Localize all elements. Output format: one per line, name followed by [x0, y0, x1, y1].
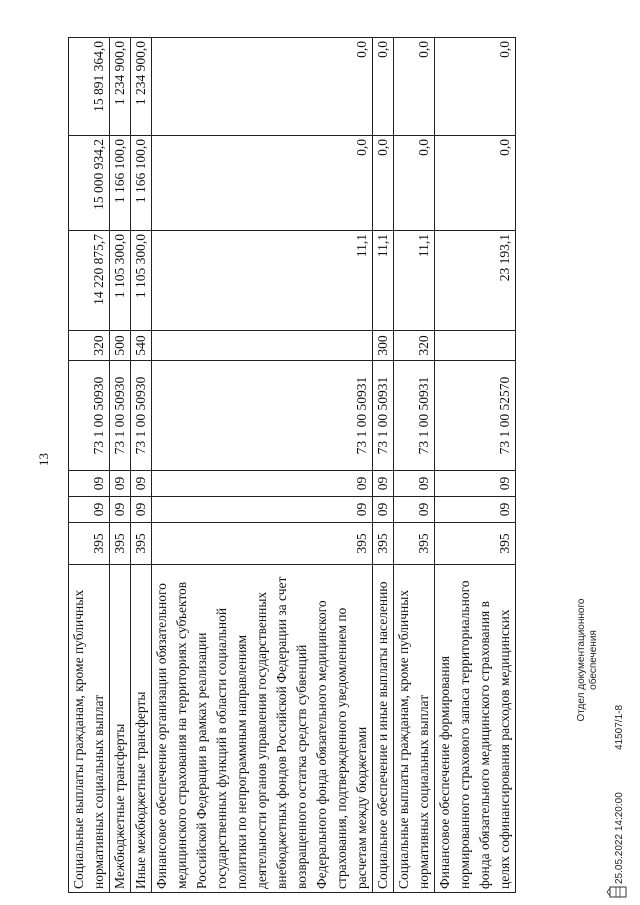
row-name: Финансовое обеспечение организации обязательного медицинского страхования на территориях субъектов Российской Федерации в рамках реализации государственных функций в области социальной политики по непрограммным направлениям деятельности органов управления государственных внебюджетных фондов Российской Федерации за счет возвращенного остатка средств субвенций Федерального фонда обязательного медицинского страхования, подтвержденного уведомлением по расчетам между бюджетами: [152, 565, 373, 893]
row-name: Иные межбюджетные трансферты: [131, 565, 152, 893]
footer-code: 41507/1-8: [614, 704, 625, 750]
target-article: 73 1 00 50931: [152, 361, 373, 471]
amount-2022: 11,1: [373, 231, 394, 331]
ministry-code: 395: [69, 523, 110, 565]
expense-type: [152, 331, 373, 361]
expense-type: 320: [69, 331, 110, 361]
row-name: Межбюджетные трансферты: [110, 565, 131, 893]
target-article: 73 1 00 50931: [373, 361, 394, 471]
amount-2022: 1 105 300,0: [110, 231, 131, 331]
target-article: 73 1 00 50930: [110, 361, 131, 471]
amount-2023: 0,0: [373, 136, 394, 231]
section-code: 09: [435, 497, 516, 523]
subsection-code: 09: [435, 471, 516, 497]
target-article: 73 1 00 50930: [69, 361, 110, 471]
amount-2022: 1 105 300,0: [131, 231, 152, 331]
section-code: 09: [152, 497, 373, 523]
section-code: 09: [131, 497, 152, 523]
expense-type: 300: [373, 331, 394, 361]
amount-2023: 0,0: [435, 136, 516, 231]
row-name: Социальные выплаты гражданам, кроме публичных нормативных социальных выплат: [69, 565, 110, 893]
ministry-code: 395: [373, 523, 394, 565]
row-name: Социальное обеспечение и иные выплаты населению: [373, 565, 394, 893]
section-code: 09: [373, 497, 394, 523]
ministry-code: 395: [110, 523, 131, 565]
budget-table-container: [68, 38, 640, 893]
expense-type: [435, 331, 516, 361]
amount-2022: 11,1: [152, 231, 373, 331]
expense-type: 320: [394, 331, 435, 361]
ministry-code: 395: [131, 523, 152, 565]
row-name: Социальные выплаты гражданам, кроме публичных нормативных социальных выплат: [394, 565, 435, 893]
section-code: 09: [110, 497, 131, 523]
ministry-code: 395: [152, 523, 373, 565]
amount-2023: 1 166 100,0: [110, 136, 131, 231]
table-row: [373, 38, 394, 893]
table-row: [435, 38, 516, 893]
amount-2022: 23 193,1: [435, 231, 516, 331]
amount-2022: 14 220 875,7: [69, 231, 110, 331]
amount-2022: 11,1: [394, 231, 435, 331]
seal-icon: [606, 884, 630, 900]
section-code: 09: [394, 497, 435, 523]
subsection-code: 09: [373, 471, 394, 497]
expense-type: 540: [131, 331, 152, 361]
amount-2023: 15 000 934,2: [69, 136, 110, 231]
ministry-code: 395: [394, 523, 435, 565]
table-row: [131, 38, 152, 893]
ministry-code: 395: [435, 523, 516, 565]
target-article: 73 1 00 52570: [435, 361, 516, 471]
amount-2023: 1 166 100,0: [131, 136, 152, 231]
row-name: Финансовое обеспечение формирования нормированного страхового запаса территориального фонда обязательного медицинского страхования в целях софинансирования расходов медицинских: [435, 565, 516, 893]
table-row: [394, 38, 435, 893]
amount-2024: 1 234 900,0: [131, 38, 152, 136]
amount-2024: 0,0: [394, 38, 435, 136]
footer-date: 25.05.2022 14:20:00: [614, 792, 625, 884]
target-article: 73 1 00 50930: [131, 361, 152, 471]
amount-2023: 0,0: [152, 136, 373, 231]
expense-type: 500: [110, 331, 131, 361]
footer-department: Отдел документационного обеспечения: [576, 598, 599, 722]
subsection-code: 09: [69, 471, 110, 497]
subsection-code: 09: [110, 471, 131, 497]
amount-2024: 15 891 364,0: [69, 38, 110, 136]
section-code: 09: [69, 497, 110, 523]
amount-2024: 0,0: [152, 38, 373, 136]
subsection-code: 09: [152, 471, 373, 497]
amount-2023: 0,0: [394, 136, 435, 231]
target-article: 73 1 00 50931: [394, 361, 435, 471]
amount-2024: 0,0: [373, 38, 394, 136]
table-row: [152, 38, 373, 893]
subsection-code: 09: [131, 471, 152, 497]
table-row: [69, 38, 110, 893]
page-number: 13: [36, 453, 51, 466]
amount-2024: 0,0: [435, 38, 516, 136]
table-row: [110, 38, 131, 893]
budget-table: [68, 37, 516, 893]
subsection-code: 09: [394, 471, 435, 497]
amount-2024: 1 234 900,0: [110, 38, 131, 136]
